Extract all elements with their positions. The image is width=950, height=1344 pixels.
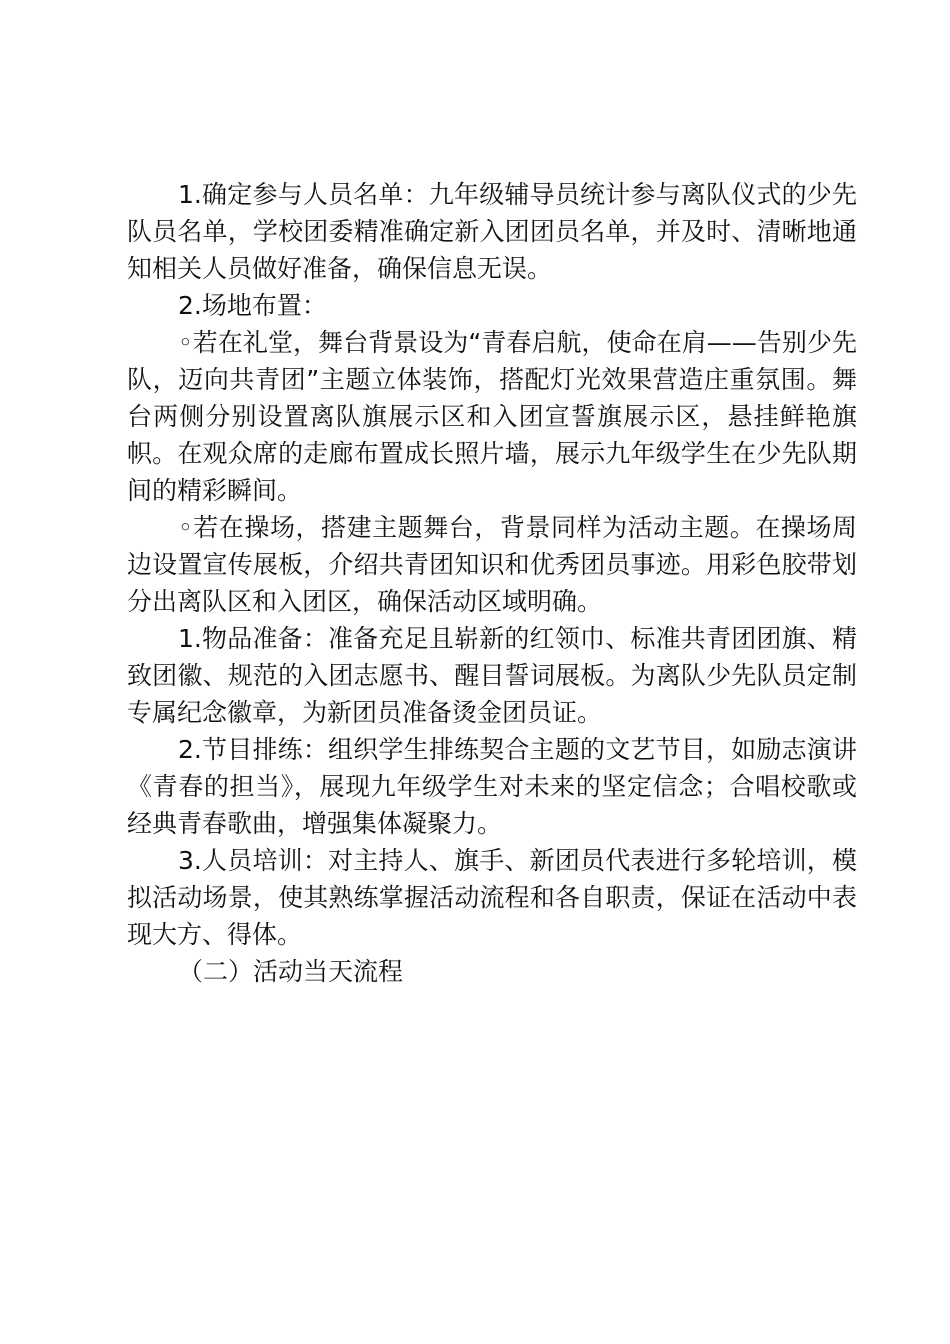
- paragraph-materials: 1.物品准备：准备充足且崭新的红领巾、标准共青团团旗、精致团徽、规范的入团志愿书、醒目誓词展板。为离队少先队员定制专属纪念徽章，为新团员准备烫金团员证。: [127, 624, 857, 727]
- paragraph-venue-heading: 2.场地布置：: [178, 291, 327, 320]
- section-heading-event-day: （二）活动当天流程: [178, 957, 404, 986]
- paragraph-participants: 1.确定参与人员名单：九年级辅导员统计参与离队仪式的少先队员名单，学校团委精准确定新入团团员名单，并及时、清晰地通知相关人员做好准备，确保信息无误。: [127, 180, 857, 283]
- paragraph-rehearsal: 2.节目排练：组织学生排练契合主题的文艺节目，如励志演讲《青春的担当》，展现九年级学生对未来的坚定信念；合唱校歌或经典青春歌曲，增强集体凝聚力。: [127, 735, 857, 838]
- paragraph-venue-auditorium: ◦若在礼堂，舞台背景设为“青春启航，使命在肩——告别少先队，迈向共青团”主题立体装饰，搭配灯光效果营造庄重氛围。舞台两侧分别设置离队旗展示区和入团宣誓旗展示区，悬挂鲜艳旗帜。在观众席的走廊布置成长照片墙，展示九年级学生在少先队期间的精彩瞬间。: [127, 328, 857, 505]
- paragraph-venue-playground: ◦若在操场，搭建主题舞台，背景同样为活动主题。在操场周边设置宣传展板，介绍共青团知识和优秀团员事迹。用彩色胶带划分出离队区和入团区，确保活动区域明确。: [127, 513, 857, 616]
- document-body: [127, 176, 857, 990]
- paragraph-training: 3.人员培训：对主持人、旗手、新团员代表进行多轮培训，模拟活动场景，使其熟练掌握活动流程和各自职责，保证在活动中表现大方、得体。: [127, 846, 857, 949]
